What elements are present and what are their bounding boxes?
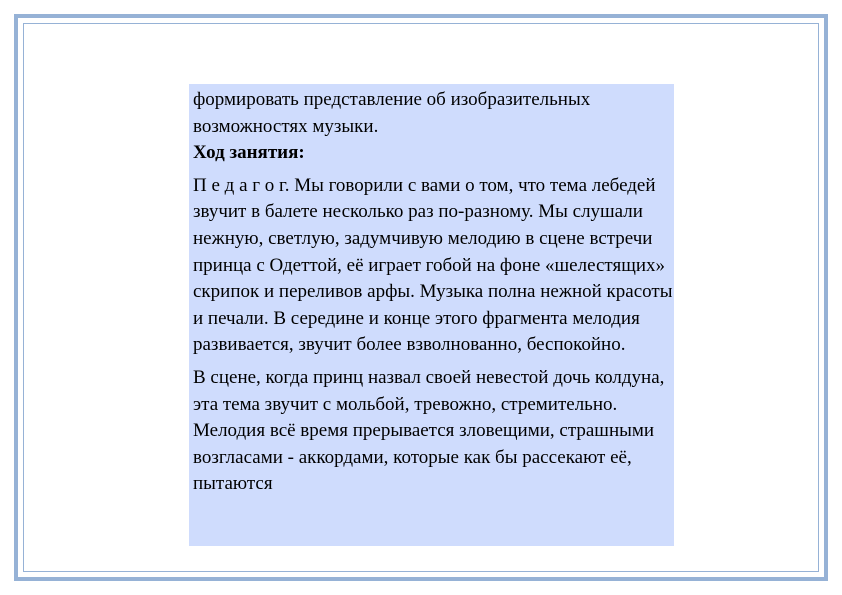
paragraph-1: П е д а г о г. Мы говорили с вами о том, что тема лебедей звучит в балете несколько раз по-разному. Мы слушали нежную, светлую, задумчивую мелодию в сцене встречи принца с Одеттой, её играет гобой на фоне «шелестящих» скрипок и переливов арфы. Музыка полна нежной красоты и печали. В середине и конце этого фрагмента мелодия развивается, звучит более взволнованно, беспокойно. [193,174,673,356]
lesson-heading: Ход занятия: [193,142,305,164]
intro-text: формировать представление об изобразительных возможностях музыки. [193,89,591,137]
text-block [189,84,674,546]
paragraph-2: В сцене, когда принц назвал своей невестой дочь колдуна, эта тема звучит с мольбой, тревожно, стремительно. Мелодия всё время прерывается зловещими, страшными возгласами - аккордами, которые как бы рассекают её, пытаются [193,366,665,495]
